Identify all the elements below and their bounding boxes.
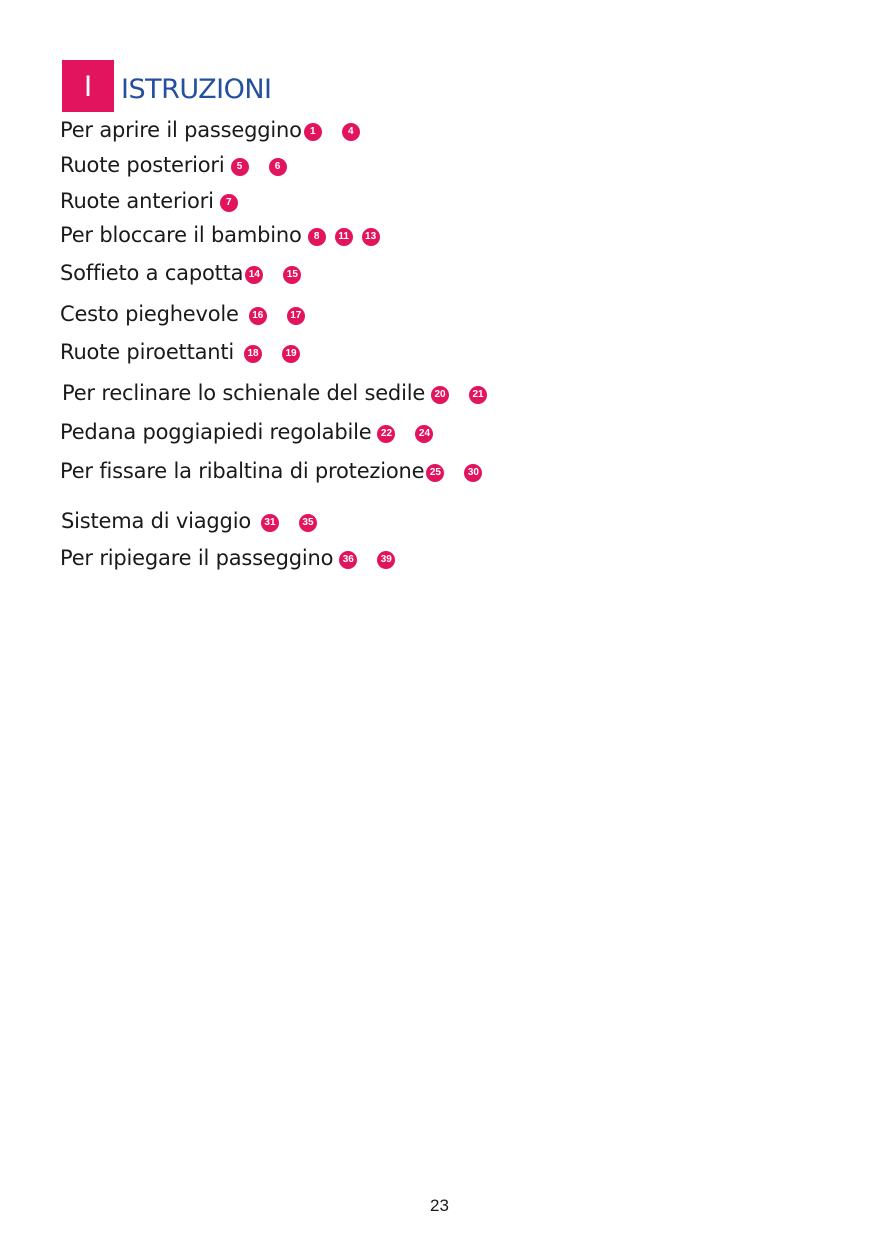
entry-label: Per fissare la ribaltina di protezione — [60, 459, 425, 483]
step-number-badge: 4 — [342, 123, 360, 141]
entry-label: Cesto pieghevole — [60, 302, 239, 326]
list-item-canopy — [60, 258, 301, 288]
entry-label: Per aprire il passeggino — [60, 118, 302, 142]
step-number-badge: 6 — [269, 158, 287, 176]
section-header — [62, 60, 272, 112]
step-number-badge: 21 — [469, 386, 487, 404]
entry-label: Ruote piroettanti — [60, 340, 235, 364]
entry-label: Ruote anteriori — [60, 189, 214, 213]
step-number-badge: 18 — [244, 345, 262, 363]
step-number-badge: 14 — [245, 266, 263, 284]
step-number-badge: 11 — [335, 228, 353, 246]
entry-label: Pedana poggiapiedi regolabile — [60, 420, 372, 444]
entry-label: Ruote posteriori — [60, 153, 225, 177]
step-number-badge: 13 — [362, 228, 380, 246]
entry-label: Per ripiegare il passeggino — [60, 546, 334, 570]
step-number-badge: 20 — [431, 386, 449, 404]
language-badge: I — [62, 60, 114, 112]
step-number-badge: 24 — [415, 425, 433, 443]
page-number — [0, 1196, 877, 1216]
list-item-secure-child — [60, 220, 380, 250]
list-item-fold-stroller — [60, 543, 395, 573]
list-item-open-stroller — [60, 115, 360, 145]
step-number-badge: 36 — [339, 551, 357, 569]
step-number-badge: 19 — [282, 345, 300, 363]
entry-label: Soffieto a capotta — [60, 261, 244, 285]
list-item-swivel-wheels — [60, 337, 300, 367]
list-item-rear-wheels — [60, 150, 287, 180]
step-number-badge: 17 — [287, 307, 305, 325]
step-number-badge: 8 — [308, 228, 326, 246]
step-number-badge: 22 — [377, 425, 395, 443]
step-number-badge: 31 — [261, 514, 279, 532]
entry-label: Sistema di viaggio — [61, 509, 251, 533]
list-item-recline-seat — [62, 378, 487, 408]
step-number-badge: 25 — [426, 464, 444, 482]
list-item-bumper-bar — [60, 456, 482, 486]
step-number-badge: 30 — [464, 464, 482, 482]
list-item-basket — [60, 299, 305, 329]
step-number-badge: 7 — [220, 194, 238, 212]
entry-label: Per reclinare lo schienale del sedile — [62, 381, 426, 405]
step-number-badge: 1 — [304, 123, 322, 141]
list-item-footrest — [60, 417, 433, 447]
entry-label: Per bloccare il bambino — [60, 223, 302, 247]
step-number-badge: 39 — [377, 551, 395, 569]
step-number-badge: 16 — [249, 307, 267, 325]
list-item-front-wheels — [60, 186, 238, 216]
page-number-text: 23 — [430, 1196, 449, 1215]
page-title: ISTRUZIONI — [121, 73, 272, 105]
step-number-badge: 15 — [283, 266, 301, 284]
list-item-travel-system — [61, 506, 317, 536]
step-number-badge: 35 — [299, 514, 317, 532]
step-number-badge: 5 — [231, 158, 249, 176]
